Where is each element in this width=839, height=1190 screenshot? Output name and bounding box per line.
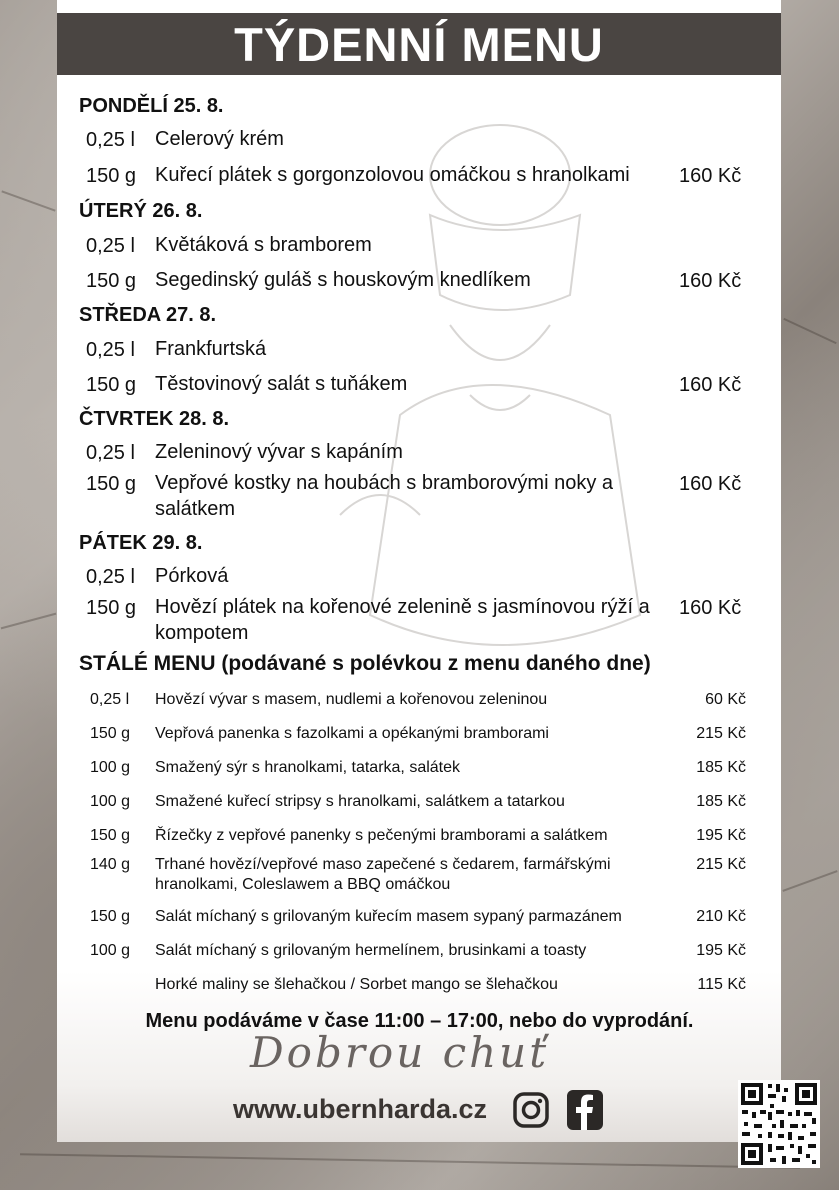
stale-item-qty: 140 g [90,856,131,873]
stale-item-qty: 150 g [90,827,131,844]
stale-item-price: 210 Kč [696,908,746,925]
main-qty: 150 g [86,270,137,292]
stale-item-price: 60 Kč [705,691,746,708]
soup-qty: 0,25 l [86,442,135,464]
stale-item-qty: 0,25 l [90,691,130,708]
day-heading: PÁTEK 29. 8. [79,532,203,554]
serving-hours-note: Menu podáváme v čase 11:00 – 17:00, nebo do vyprodání. [145,1010,694,1032]
stale-item-name: Trhané hovězí/vepřové maso zapečené s čedarem, farmářskými hranolkami, Coleslawem a BBQ omáčkou [155,856,611,893]
rock-texture [20,1153,800,1169]
main-name: Vepřové kostky na houbách s bramborovými noky a salátkem [155,472,614,520]
soup-name: Celerový krém [155,128,284,150]
stale-item-qty: 100 g [90,942,131,959]
day-heading: ČTVRTEK 28. 8. [79,408,230,430]
soup-qty: 0,25 l [86,129,135,151]
stale-item-price: 195 Kč [696,827,746,844]
rock-texture [782,870,837,892]
stale-item-name: Řízečky z vepřové panenky s pečenými bramborami a salátkem [155,827,608,844]
stale-item-price: 185 Kč [696,759,746,776]
main-price: 160 Kč [679,597,742,619]
main-name: Segedinský guláš s houskovým knedlíkem [155,269,531,291]
stale-item-qty: 150 g [90,725,131,742]
stale-item-price: 215 Kč [696,856,746,873]
stale-item-qty: 100 g [90,793,131,810]
soup-name: Zeleninový vývar s kapáním [155,441,403,463]
rock-texture [1,613,57,630]
facebook-icon[interactable] [566,1089,604,1131]
stale-item-name: Hovězí vývar s masem, nudlemi a kořenovou zeleninou [155,691,548,708]
main-name: Těstovinový salát s tuňákem [155,373,408,395]
soup-qty: 0,25 l [86,339,135,361]
stale-item-name: Vepřová panenka s fazolkami a opékanými bramborami [155,725,549,742]
main-name: Hovězí plátek na kořenové zelenině s jasmínovou rýží a kompotem [155,596,650,644]
stale-item-qty: 150 g [90,908,131,925]
stale-item-price: 185 Kč [696,793,746,810]
main-price: 160 Kč [679,473,742,495]
instagram-icon[interactable] [512,1091,550,1129]
main-price: 160 Kč [679,165,742,187]
qr-code[interactable] [738,1080,820,1168]
stale-item-name: Smažený sýr s hranolkami, tatarka, salátek [155,759,461,776]
page-title: TÝDENNÍ MENU [234,18,604,71]
stale-item-name: Smažené kuřecí stripsy s hranolkami, salátkem a tatarkou [155,793,565,810]
main-qty: 150 g [86,597,137,619]
stale-item-qty: 100 g [90,759,131,776]
stale-item-name: Salát míchaný s grilovaným kuřecím masem sypaný parmazánem [155,908,622,925]
stale-menu-heading: STÁLÉ MENU (podávané s polévkou z menu daného dne) [79,652,651,675]
soup-name: Frankfurtská [155,338,267,360]
soup-qty: 0,25 l [86,235,135,257]
day-heading: STŘEDA 27. 8. [79,304,217,326]
day-heading: ÚTERÝ 26. 8. [79,200,203,222]
main-price: 160 Kč [679,270,742,292]
stale-item-name: Horké maliny se šlehačkou / Sorbet mango se šlehačkou [155,976,558,993]
day-heading: PONDĚLÍ 25. 8. [79,95,224,117]
main-qty: 150 g [86,374,137,396]
soup-name: Květáková s bramborem [155,234,372,256]
soup-qty: 0,25 l [86,566,135,588]
stale-item-price: 115 Kč [697,976,746,993]
main-name: Kuřecí plátek s gorgonzolovou omáčkou s hranolkami [155,164,630,186]
stale-item-price: 215 Kč [696,725,746,742]
soup-name: Pórková [155,565,229,587]
main-price: 160 Kč [679,374,742,396]
signature-script: Dobrou chuť [250,1028,550,1077]
website-link[interactable]: www.ubernharda.cz [233,1094,488,1124]
main-qty: 150 g [86,165,137,187]
stale-item-price: 195 Kč [696,942,746,959]
main-qty: 150 g [86,473,137,495]
rock-texture [1,190,55,211]
rock-texture [783,318,836,344]
stale-item-name: Salát míchaný s grilovaným hermelínem, brusinkami a toasty [155,942,587,959]
